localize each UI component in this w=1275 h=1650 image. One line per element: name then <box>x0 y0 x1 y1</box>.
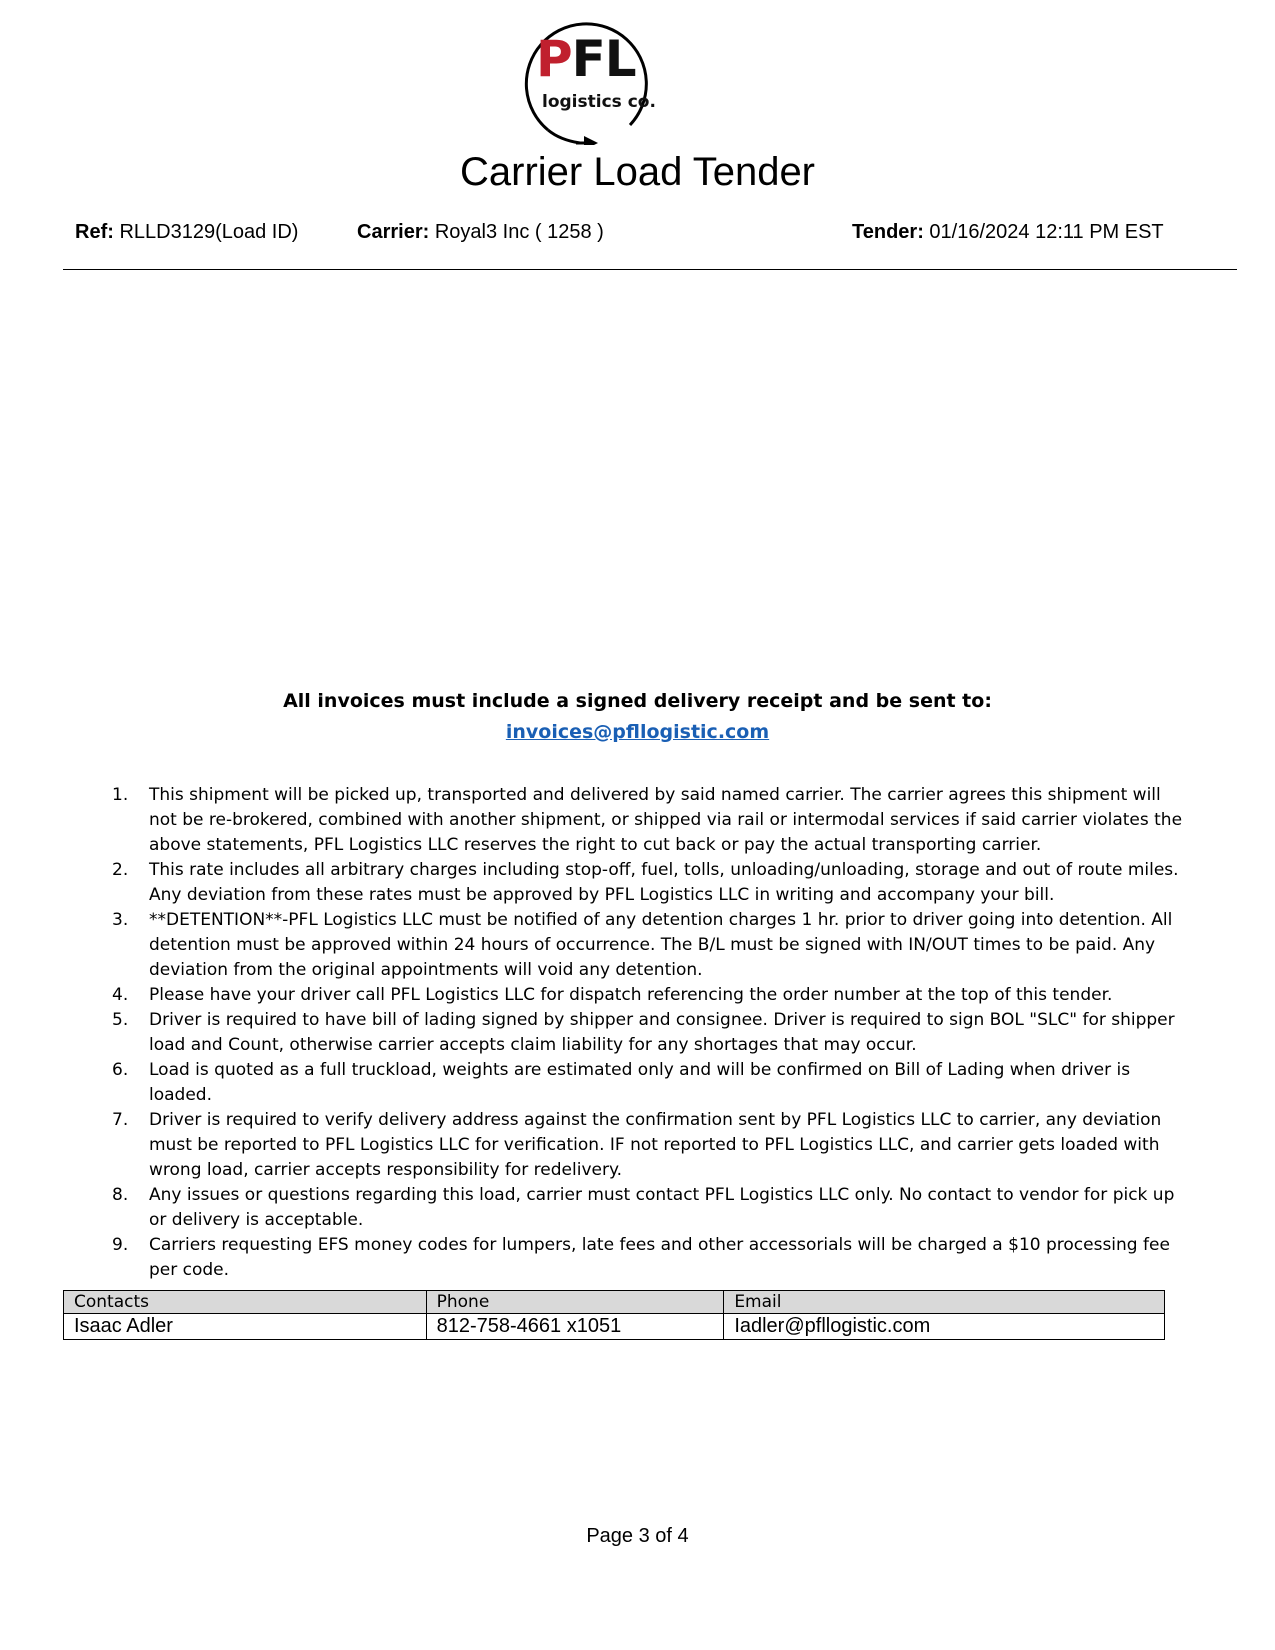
table-row <box>64 1314 1165 1340</box>
term-text: This rate includes all arbitrary charges including stop-off, fuel, tolls, unloading/unloading, storage and out of route miles. Any deviation from these rates must be approved by PFL Logistics LLC in writing and accompany your bill. <box>149 860 1179 905</box>
page-number: Page 3 of 4 <box>586 1525 689 1547</box>
ref-label: Ref: <box>75 221 114 243</box>
invoice-instructions: All invoices must include a signed delivery receipt and be sent to: <box>283 690 992 712</box>
list-item <box>112 783 1192 858</box>
term-text: **DETENTION**-PFL Logistics LLC must be notified of any detention charges 1 hr. prior to driver going into detention. All detention must be approved within 24 hours of occurrence. The B/L must be signed with IN/OUT times to be paid. Any deviation from the original appointments will void any detention. <box>149 910 1173 980</box>
list-item <box>112 1058 1192 1108</box>
list-item <box>112 1108 1192 1183</box>
term-text: Load is quoted as a full truckload, weights are estimated only and will be confirmed on Bill of Lading when driver is loaded. <box>149 1060 1131 1105</box>
term-text: Please have your driver call PFL Logistics LLC for dispatch referencing the order number at the top of this tender. <box>149 985 1113 1005</box>
term-number: 3. <box>112 910 129 930</box>
list-item <box>112 908 1192 983</box>
header-divider <box>63 269 1237 270</box>
tender-label: Tender: <box>852 221 924 243</box>
carrier-value: Royal3 Inc ( 1258 ) <box>434 221 604 243</box>
table-header-row <box>64 1291 1165 1314</box>
term-number: 4. <box>112 985 129 1005</box>
list-item <box>112 1233 1192 1283</box>
terms-list <box>112 783 1192 1283</box>
term-number: 9. <box>112 1235 129 1255</box>
header-ref <box>75 221 298 244</box>
term-text: Driver is required to have bill of lading signed by shipper and consignee. Driver is required to sign BOL "SLC" for shipper load and Count, otherwise carrier accepts claim liability for any shortages that may occur. <box>149 1010 1175 1055</box>
term-number: 7. <box>112 1110 129 1130</box>
ref-value: RLLD3129(Load ID) <box>119 221 299 243</box>
term-number: 6. <box>112 1060 129 1080</box>
page-title: Carrier Load Tender <box>459 150 816 194</box>
logo-tagline: logistics co. <box>542 92 656 112</box>
term-number: 5. <box>112 1010 129 1030</box>
invoice-email-link[interactable]: invoices@pfllogistic.com <box>505 721 770 743</box>
list-item <box>112 1183 1192 1233</box>
term-text: Carriers requesting EFS money codes for lumpers, late fees and other accessorials will be charged a $10 processing fee per code. <box>149 1235 1170 1280</box>
contact-name: Isaac Adler <box>64 1314 427 1340</box>
contact-phone: 812-758-4661 x1051 <box>426 1314 724 1340</box>
contact-email: Iadler@pfllogistic.com <box>724 1314 1165 1340</box>
tender-value: 01/16/2024 12:11 PM EST <box>929 221 1164 243</box>
list-item <box>112 858 1192 908</box>
header-carrier <box>357 221 604 244</box>
logo-wordmark: PFL <box>536 30 636 88</box>
contacts-table <box>63 1290 1165 1340</box>
term-number: 2. <box>112 860 129 880</box>
invoice-email-row <box>0 721 1275 743</box>
company-logo <box>520 10 660 145</box>
term-number: 8. <box>112 1185 129 1205</box>
list-item <box>112 983 1192 1008</box>
column-header-email: Email <box>724 1291 1165 1314</box>
list-item <box>112 1008 1192 1058</box>
column-header-contacts: Contacts <box>64 1291 427 1314</box>
carrier-label: Carrier: <box>357 221 430 243</box>
term-text: Driver is required to verify delivery address against the confirmation sent by PFL Logistics LLC to carrier, any deviation must be reported to PFL Logistics LLC for verification. IF not reported to PFL Logistics LLC, and carrier gets loaded with wrong load, carrier accepts responsibility for redelivery. <box>149 1110 1162 1180</box>
term-number: 1. <box>112 785 129 805</box>
term-text: This shipment will be picked up, transported and delivered by said named carrier. The carrier agrees this shipment will not be re-brokered, combined with another shipment, or shipped via rail or intermodal services if said carrier violates the above statements, PFL Logistics LLC reserves the right to cut back or pay the actual transporting carrier. <box>149 785 1183 855</box>
header-tender <box>852 221 1164 244</box>
column-header-phone: Phone <box>426 1291 724 1314</box>
term-text: Any issues or questions regarding this load, carrier must contact PFL Logistics LLC only. No contact to vendor for pick up or delivery is acceptable. <box>149 1185 1175 1230</box>
